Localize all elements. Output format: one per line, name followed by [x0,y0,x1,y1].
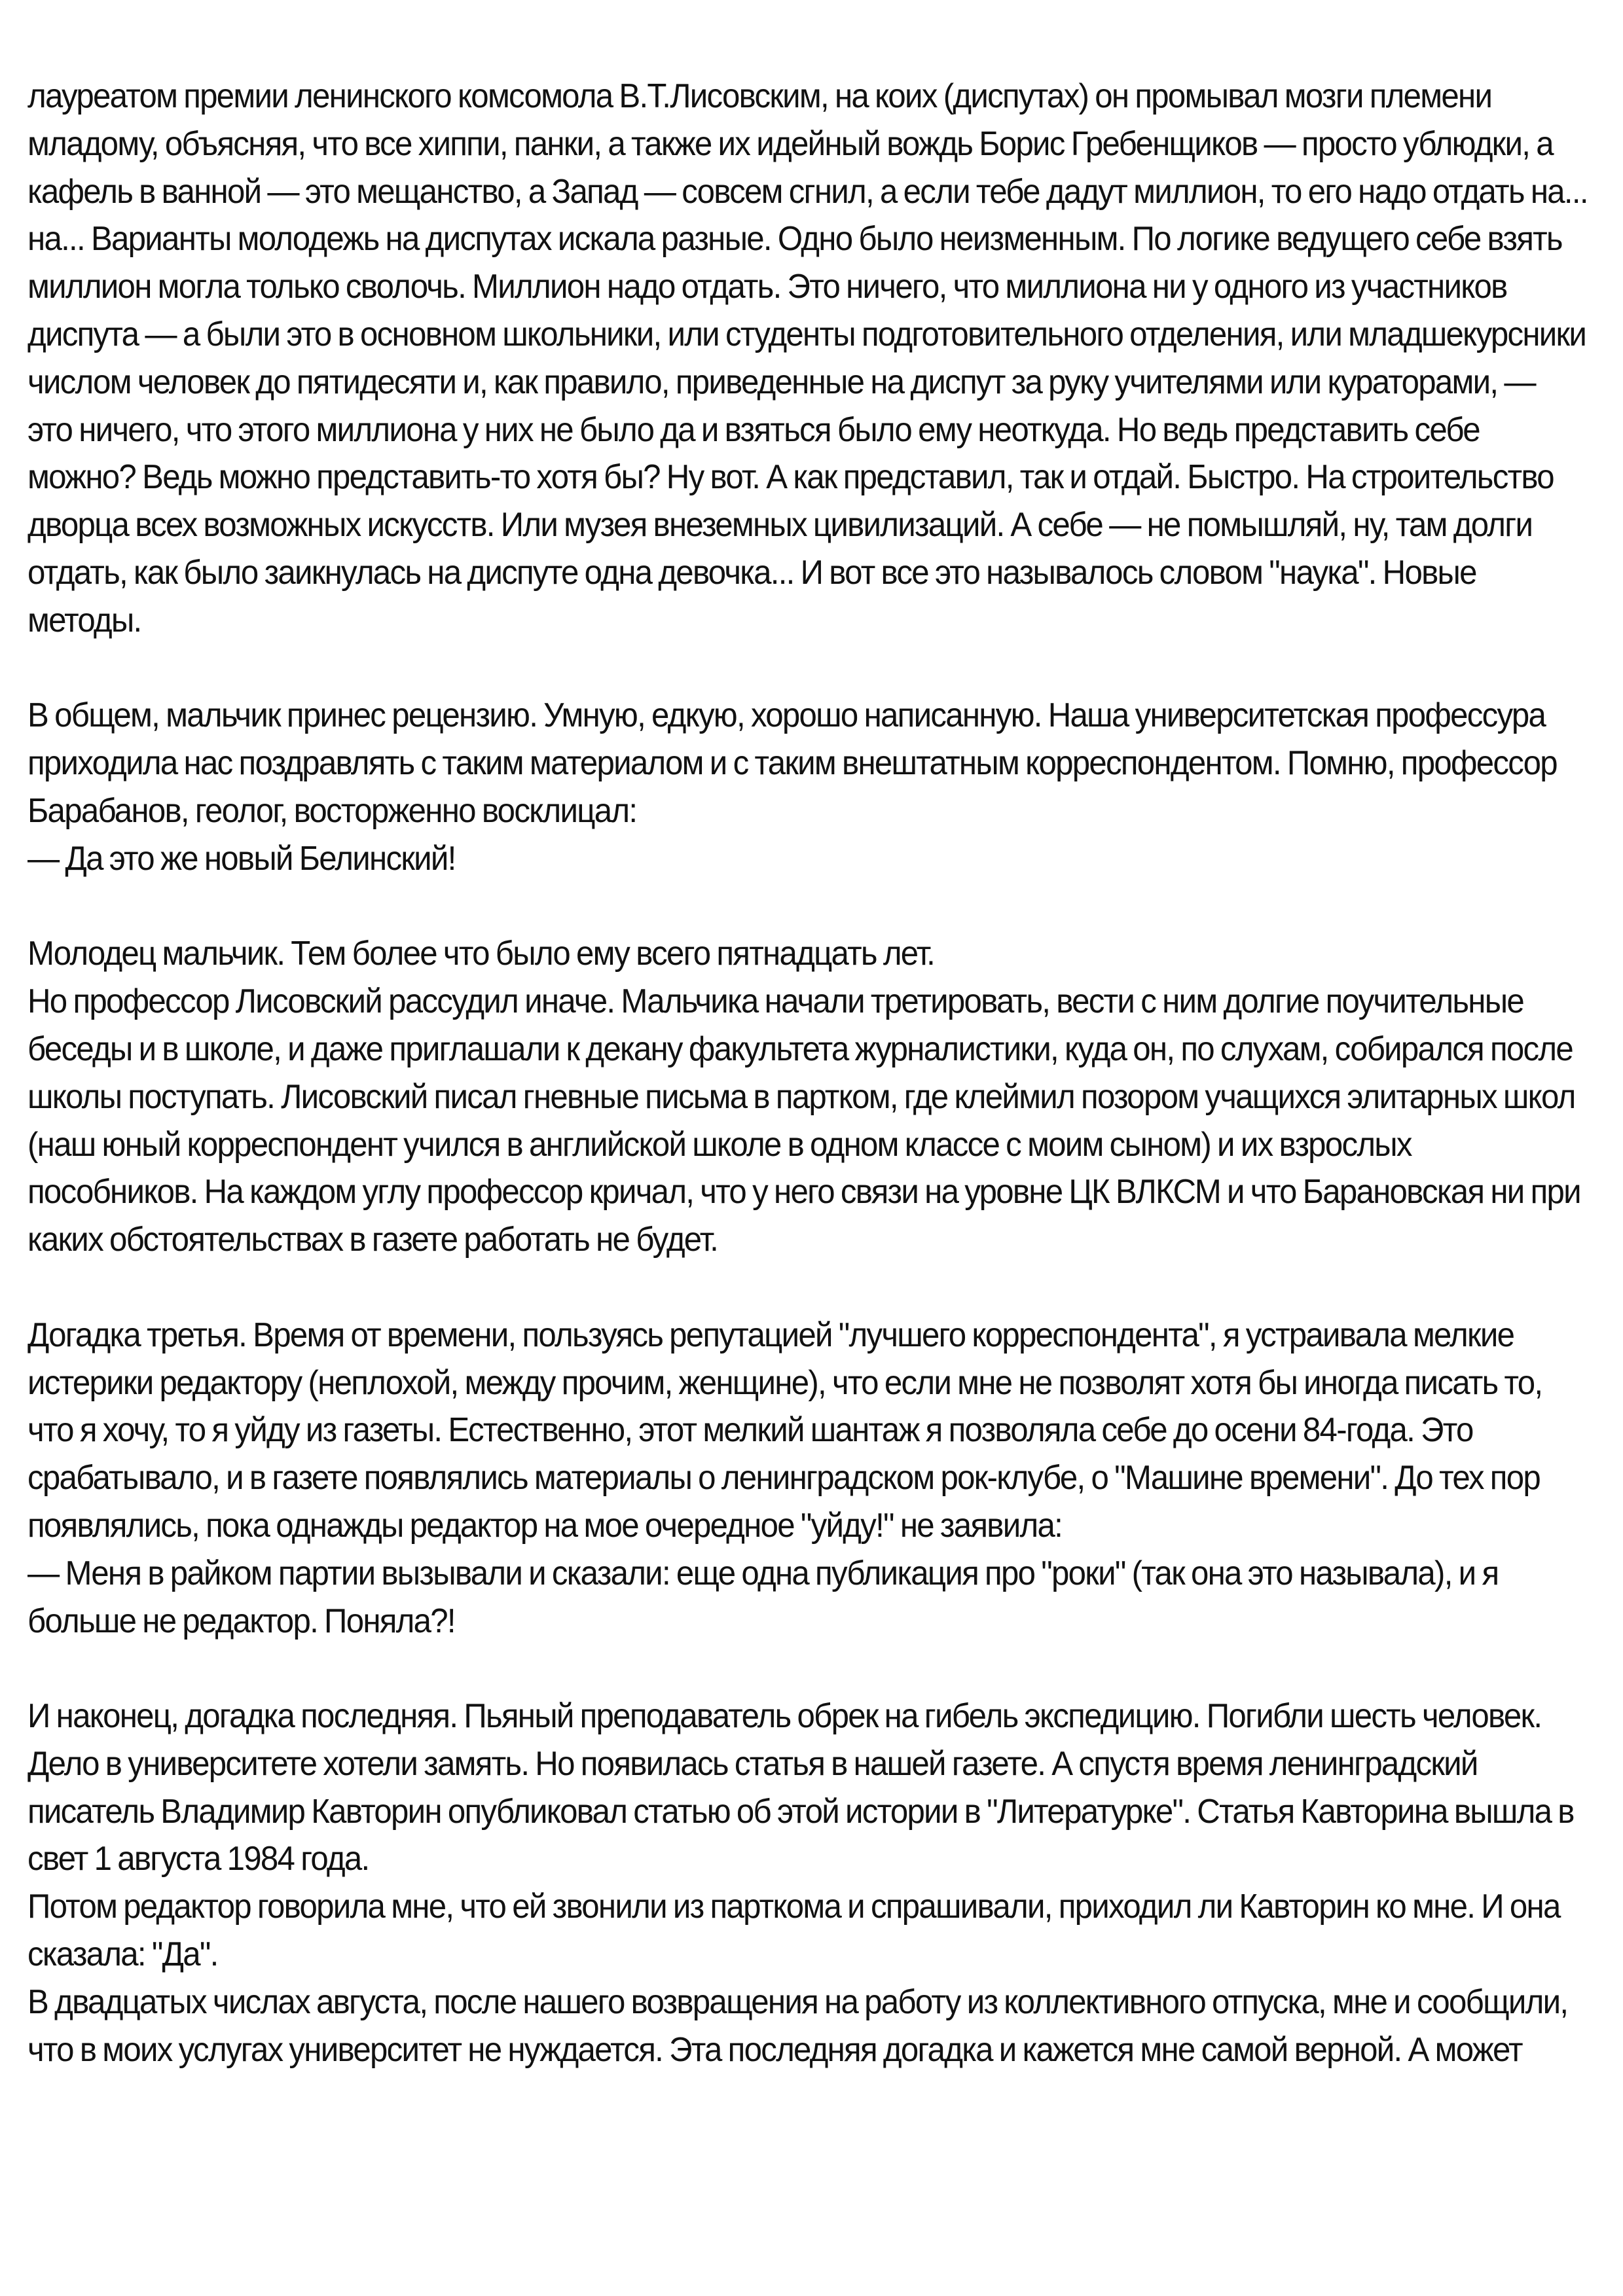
text-line: дворца всех возможных искусств. Или музея внеземных цивилизаций. А себе — не помышляй, ну, там долги [27,505,1533,544]
text-line: лауреатом премии ленинского комсомола В.Т.Лисовским, на коих (диспутах) он промывал мозги племени [27,77,1492,115]
paragraph-review [27,691,1557,882]
text-line: на... Варианты молодежь на диспутах искала разные. Одно было неизменным. По логике ведущего себе взять [27,219,1562,258]
text-line: диспута — а были это в основном школьники, или студенты подготовительного отделения, или младшекурсники [27,314,1586,353]
paragraph-gap [27,1263,1528,1311]
text-line: младому, объясняя, что все хиппи, панки, а также их идейный вождь Борис Гребенщиков — просто ублюдки, а [27,124,1553,162]
text-line: Молодец мальчик. Тем более что было ему всего пятнадцать лет. [27,934,935,973]
text-line: приходила нас поздравлять с таким материалом и с таким внештатным корреспондентом. Помню, профессор [27,744,1557,782]
text-line: методы. [27,600,141,639]
paragraph-gap [27,1644,1528,1692]
text-line: истерики редактору (неплохой, между прочим, женщине), что если мне не позволят хотя бы иногда писать то, [27,1363,1542,1401]
text-line: отдать, как было заикнулась на диспуте одна девочка... И вот все это называлось словом "наука". Новые [27,552,1476,591]
text-line: миллион могла только сволочь. Миллион надо отдать. Это ничего, что миллиона ни у одного из участников [27,267,1507,306]
document-page [27,72,1588,2073]
text-line: Догадка третья. Время от времени, пользуясь репутацией "лучшего корреспондента", я устраивала мелкие [27,1315,1514,1354]
text-line: писатель Владимир Кавторин опубликовал статью об этой истории в "Литературке". Статья Кавторина вышла в [27,1791,1574,1830]
text-line: можно? Ведь можно представить-то хотя бы? Ну вот. А как представил, так и отдай. Быстро. На строительство [27,457,1554,496]
text-line: — Да это же новый Белинский! [27,838,456,877]
paragraph-gap [27,882,1528,930]
text-line: числом человек до пятидесяти и, как правило, приведенные на диспут за руку учителями или кураторами, — [27,362,1535,401]
text-line: Дело в университете хотели замять. Но появилась статья в нашей газете. А спустя время ленинградский [27,1744,1478,1782]
text-line: В двадцатых числах августа, после нашего возвращения на работу из коллективного отпуска, мне и сообщили, [27,1982,1568,2020]
text-line: И наконец, догадка последняя. Пьяный преподаватель обрек на гибель экспедицию. Погибли шесть человек. [27,1696,1542,1735]
paragraph-gap [27,644,1528,692]
text-line: школы поступать. Лисовский писал гневные письма в партком, где клеймил позором учащихся элитарных школ [27,1077,1575,1115]
text-line: кафель в ванной — это мещанство, а Запад — совсем сгнил, а если тебе дадут миллион, то его надо отдать на... [27,171,1588,210]
paragraph-disputes [27,72,1588,644]
text-line: появлялись, пока однажды редактор на мое очередное "уйду!" не заявила: [27,1505,1063,1544]
text-line: (наш юный корреспондент учился в английской школе в одном классе с моим сыном) и их взрослых [27,1124,1412,1163]
paragraph-guess-last [27,1692,1574,2073]
text-line: сказала: "Да". [27,1935,218,1973]
text-line: что в моих услугах университет не нуждается. Эта последняя догадка и кажется мне самой верной. А может [27,2030,1522,2068]
text-line: пособников. На каждом углу профессор кричал, что у него связи на уровне ЦК ВЛКСМ и что Барановская ни при [27,1172,1580,1211]
text-line: Но профессор Лисовский рассудил иначе. Мальчика начали третировать, вести с ним долгие поучительные [27,982,1523,1020]
text-line: каких обстоятельствах в газете работать не будет. [27,1220,718,1259]
text-line: Потом редактор говорила мне, что ей звонили из парткома и спрашивали, приходил ли Кавторин ко мне. И она [27,1887,1560,1926]
text-line: больше не редактор. Поняла?! [27,1601,455,1640]
text-line: беседы и в школе, и даже приглашали к декану факультета журналистики, куда он, по слухам, собирался после [27,1029,1573,1067]
paragraph-lisovsky [27,929,1580,1263]
text-line: что я хочу, то я уйду из газеты. Естественно, этот мелкий шантаж я позволяла себе до осени 84-года. Это [27,1410,1473,1449]
text-line: В общем, мальчик принес рецензию. Умную, едкую, хорошо написанную. Наша университетская профессура [27,696,1546,734]
text-line: срабатывало, и в газете появлялись материалы о ленинградском рок-клубе, о "Машине времени". До тех пор [27,1458,1540,1497]
text-line: — Меня в райком партии вызывали и сказали: еще одна публикация про "роки" (так она это называла), и я [27,1553,1499,1592]
text-line: это ничего, что этого миллиона у них не было да и взяться было ему неоткуда. Но ведь представить себе [27,410,1480,448]
text-line: Барабанов, геолог, восторженно восклицал: [27,791,637,829]
paragraph-guess-three [27,1311,1542,1645]
text-line: свет 1 августа 1984 года. [27,1839,369,1878]
